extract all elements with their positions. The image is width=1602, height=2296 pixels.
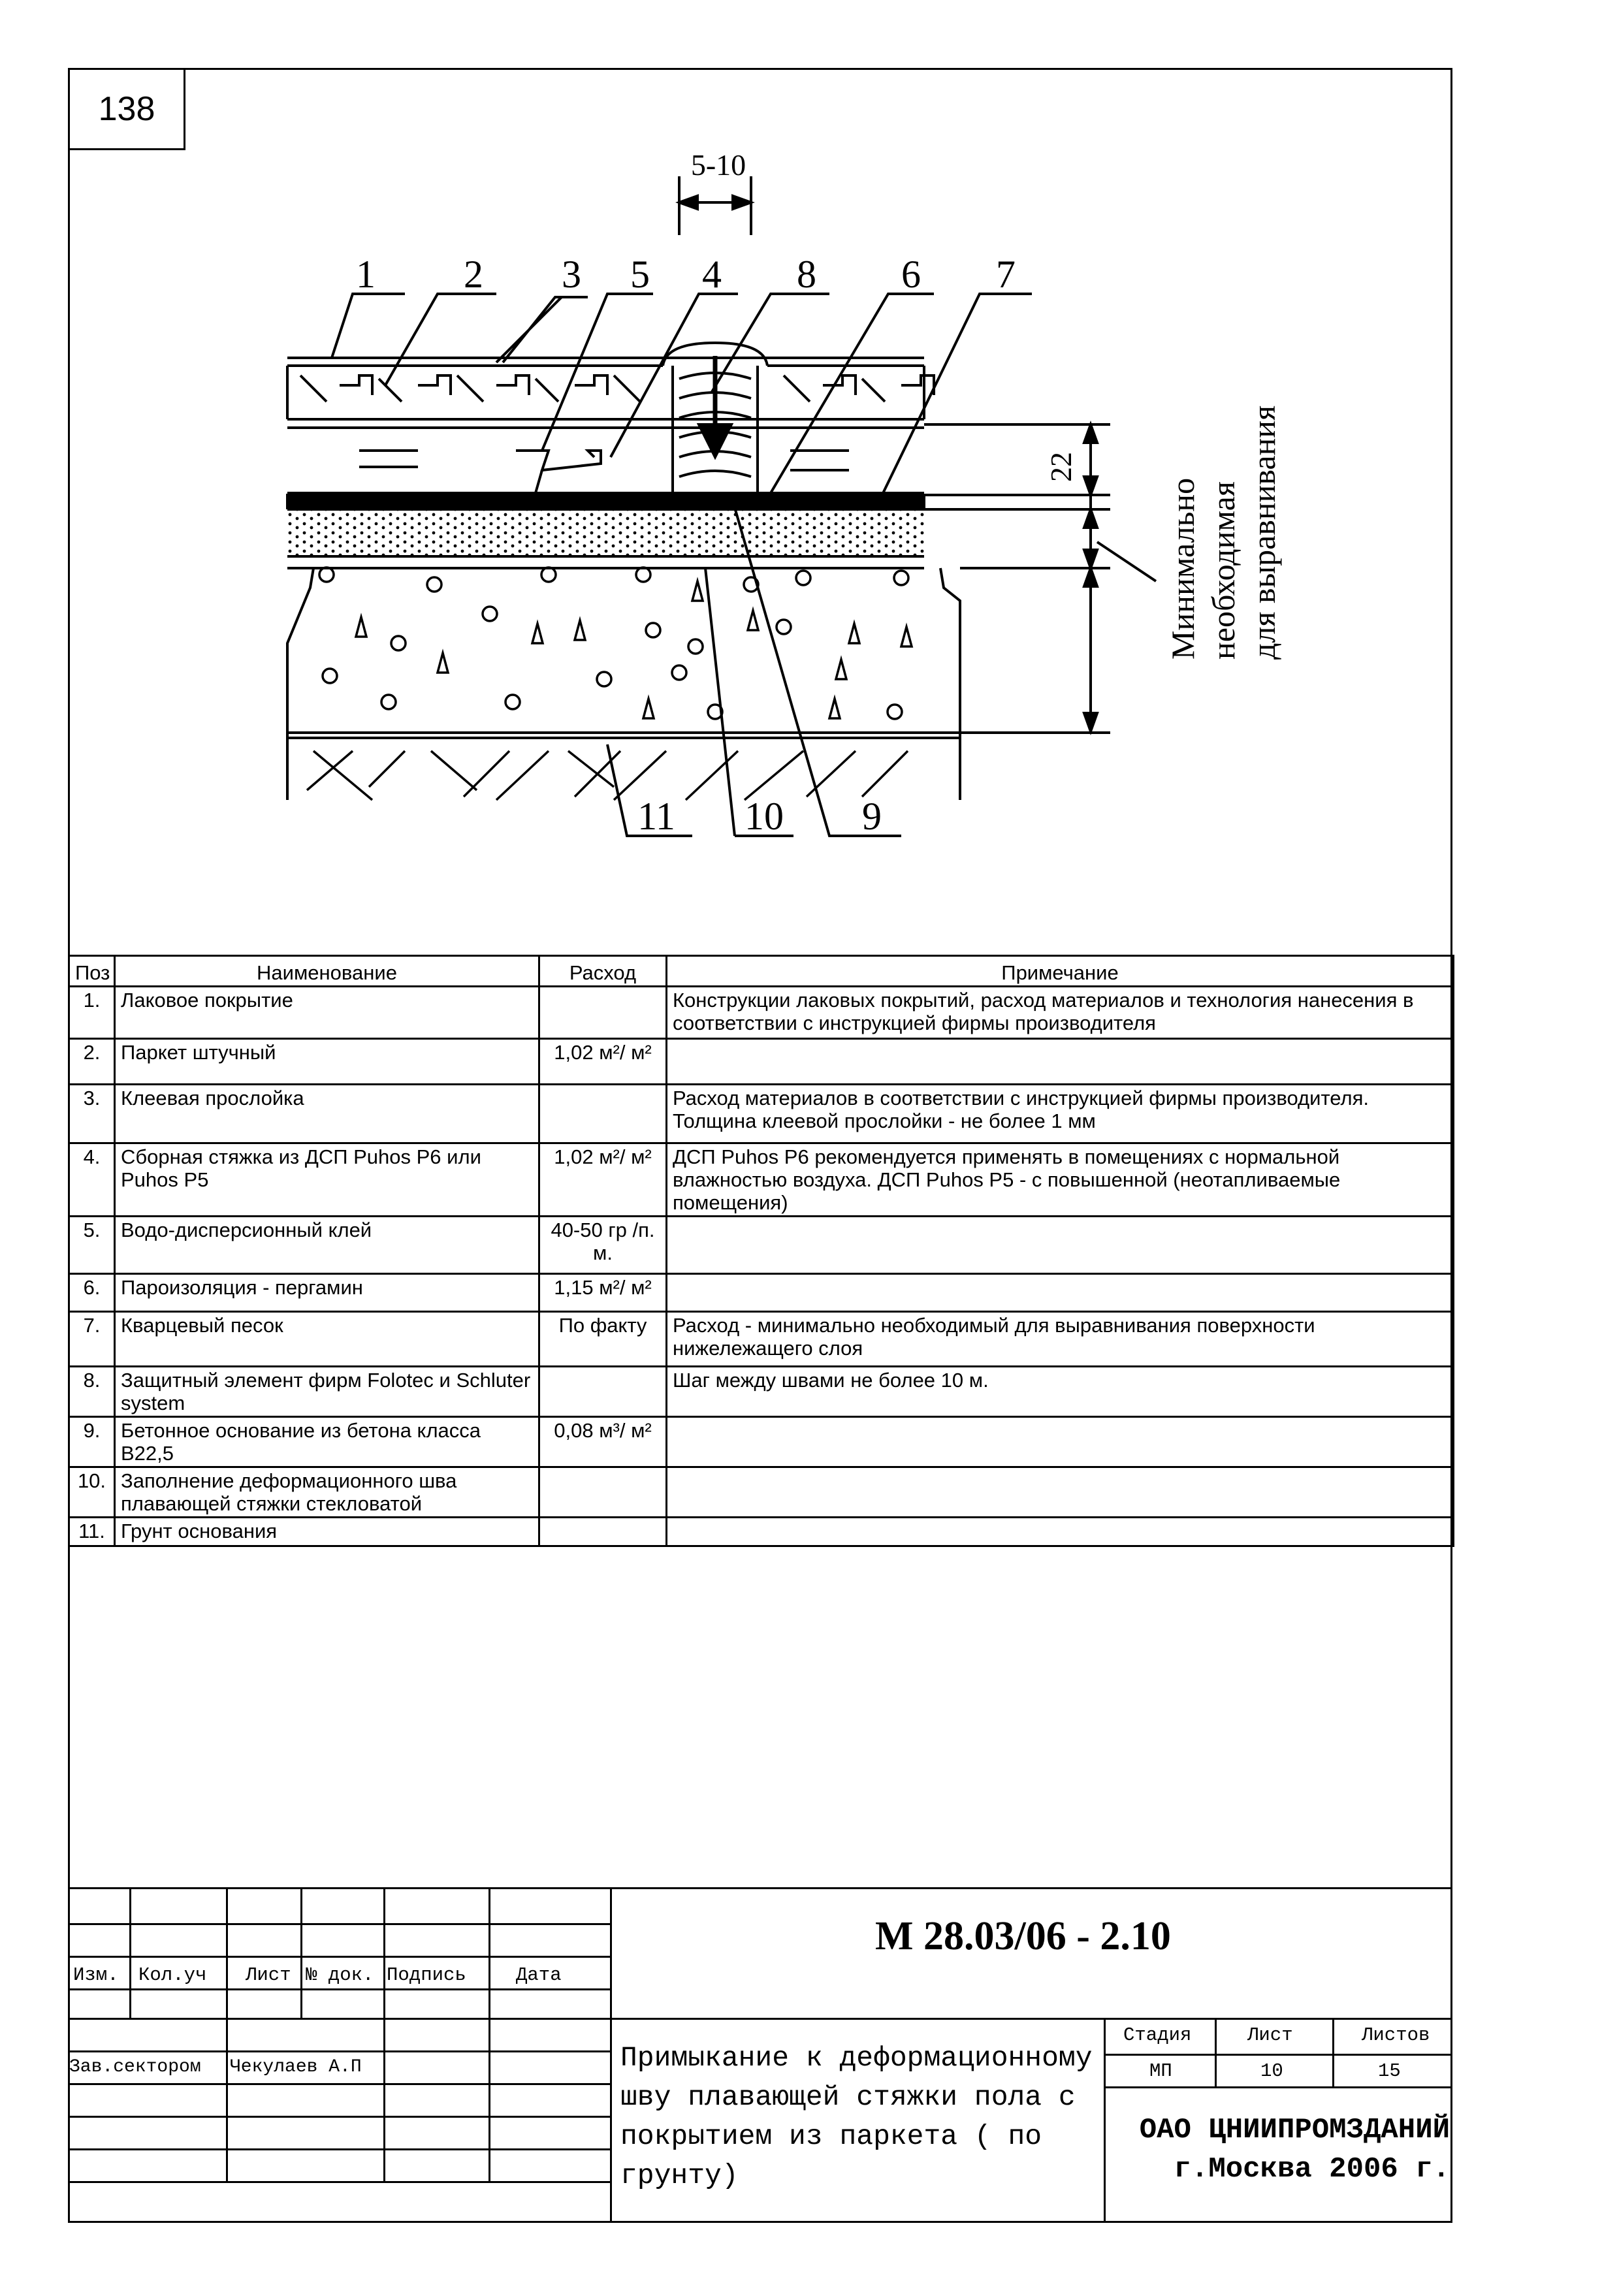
- col-header-izm: Изм.: [73, 1964, 119, 1986]
- callout-3: 3: [562, 253, 581, 296]
- role-label: Зав.сектором: [69, 2057, 201, 2077]
- cell-pos: 1.: [69, 987, 115, 1039]
- cell-note: [667, 1417, 1454, 1467]
- sheets-value: 15: [1378, 2060, 1401, 2082]
- cell-pos: 3.: [69, 1085, 115, 1143]
- col-header-list: Лист: [246, 1964, 291, 1986]
- table-row: [69, 1367, 1454, 1417]
- cell-note: ДСП Puhos P6 рекомендуется применять в помещениях с нормальной влажностью воздуха. ДСП Puhos P5 - с повышенной (неотапливаемые помещения): [667, 1143, 1454, 1217]
- cell-name: Защитный элемент фирм Folotec и Schluter system: [115, 1367, 539, 1417]
- cell-name: Бетонное основание из бетона класса B22,5: [115, 1417, 539, 1467]
- cell-pos: 4.: [69, 1143, 115, 1217]
- col-header-signature: Подпись: [387, 1964, 466, 1986]
- cell-name: Пароизоляция - пергамин: [115, 1274, 539, 1312]
- cell-pos: 5.: [69, 1217, 115, 1274]
- table-row: [69, 1085, 1454, 1143]
- cell-name: Заполнение деформационного шва плавающей стяжки стекловатой: [115, 1467, 539, 1518]
- table-row: [69, 1217, 1454, 1274]
- cell-qty: 1,02 м²/ м²: [539, 1039, 667, 1085]
- cell-note: Конструкции лаковых покрытий, расход материалов и технология нанесения в соответствии с инструкцией фирмы производителя: [667, 987, 1454, 1039]
- callout-9: 9: [862, 795, 882, 838]
- document-code: М 28.03/06 - 2.10: [875, 1914, 1171, 1958]
- table-row: [69, 1417, 1454, 1467]
- vertical-leveling-note: [1162, 307, 1284, 660]
- stage-value: МП: [1149, 2060, 1172, 2082]
- col-header-date: Дата: [516, 1964, 562, 1986]
- cell-qty: 1,15 м²/ м²: [539, 1274, 667, 1312]
- header-qty: Расход: [539, 956, 667, 987]
- callout-8: 8: [797, 253, 816, 296]
- dimension-top: 5-10: [690, 148, 746, 182]
- cell-pos: 10.: [69, 1467, 115, 1518]
- stage-label: Стадия: [1123, 2024, 1192, 2046]
- callout-5: 5: [630, 253, 650, 296]
- callout-2: 2: [464, 253, 483, 296]
- header-name: Наименование: [115, 956, 539, 987]
- cell-pos: 2.: [69, 1039, 115, 1085]
- cell-pos: 8.: [69, 1367, 115, 1417]
- cell-note: [667, 1518, 1454, 1546]
- sheet-description: Примыкание к деформационному шву плавающей стяжки пола с покрытием из паркета ( по грунту): [620, 2042, 1093, 2192]
- cell-pos: 9.: [69, 1417, 115, 1467]
- table-row: [69, 1467, 1454, 1518]
- cell-note: [667, 1039, 1454, 1085]
- table-row: [69, 1312, 1454, 1367]
- sheet-value: 10: [1260, 2060, 1283, 2082]
- cell-qty: [539, 1367, 667, 1417]
- callout-10: 10: [745, 795, 784, 838]
- callout-7: 7: [996, 253, 1016, 296]
- cell-pos: 7.: [69, 1312, 115, 1367]
- cell-qty: 40-50 гр /п. м.: [539, 1217, 667, 1274]
- cell-note: Шаг между швами не более 10 м.: [667, 1367, 1454, 1417]
- cell-note: Расход материалов в соответствии с инструкцией фирмы производителя. Толщина клеевой прослойки - не более 1 мм: [667, 1085, 1454, 1143]
- cell-note: [667, 1274, 1454, 1312]
- header-pos: Поз: [69, 956, 115, 987]
- callout-6: 6: [901, 253, 921, 296]
- cell-qty: По факту: [539, 1312, 667, 1367]
- vertical-note-line-1: Минимально необходимая: [1164, 477, 1242, 660]
- cell-note: [667, 1217, 1454, 1274]
- table-row: [69, 1143, 1454, 1217]
- person-name: Чекулаев А.П: [230, 2057, 362, 2077]
- cell-qty: [539, 1085, 667, 1143]
- cell-note: Расход - минимально необходимый для выравнивания поверхности нижележащего слоя: [667, 1312, 1454, 1367]
- callout-1: 1: [356, 253, 376, 296]
- specification-table: [68, 955, 1454, 1547]
- table-row: [69, 1274, 1454, 1312]
- cell-name: Клеевая прослойка: [115, 1085, 539, 1143]
- cell-qty: 0,08 м³/ м²: [539, 1417, 667, 1467]
- sheets-label: Листов: [1362, 2024, 1430, 2046]
- dimension-side: 22: [1044, 452, 1078, 482]
- vertical-note-line-2: для выравнивания: [1245, 405, 1282, 660]
- cell-pos: 11.: [69, 1518, 115, 1546]
- callout-4: 4: [702, 253, 722, 296]
- page-number: 138: [68, 68, 185, 150]
- cell-name: Кварцевый песок: [115, 1312, 539, 1367]
- cell-qty: [539, 1518, 667, 1546]
- table-header-row: [69, 956, 1454, 987]
- cell-name: Паркет штучный: [115, 1039, 539, 1085]
- cell-qty: 1,02 м²/ м²: [539, 1143, 667, 1217]
- organization: [1110, 2111, 1450, 2189]
- cell-name: Сборная стяжка из ДСП Puhos P6 или Puhos P5: [115, 1143, 539, 1217]
- cell-qty: [539, 1467, 667, 1518]
- cell-name: Грунт основания: [115, 1518, 539, 1546]
- header-note: Примечание: [667, 956, 1454, 987]
- cell-note: [667, 1467, 1454, 1518]
- org-name: ОАО ЦНИИПРОМЗДАНИЙ: [1139, 2114, 1450, 2146]
- cell-name: Водо-дисперсионный клей: [115, 1217, 539, 1274]
- callout-11: 11: [637, 795, 675, 838]
- sheet-label: Лист: [1247, 2024, 1293, 2046]
- org-city-year: г.Москва 2006 г.: [1174, 2153, 1450, 2186]
- cell-name: Лаковое покрытие: [115, 987, 539, 1039]
- table-row: [69, 987, 1454, 1039]
- table-row: [69, 1518, 1454, 1546]
- col-header-kol-uch: Кол.уч: [138, 1964, 207, 1986]
- cell-pos: 6.: [69, 1274, 115, 1312]
- floor-section-drawing: [0, 0, 1602, 953]
- col-header-doc-no: № док.: [306, 1964, 374, 1986]
- cell-qty: [539, 987, 667, 1039]
- table-row: [69, 1039, 1454, 1085]
